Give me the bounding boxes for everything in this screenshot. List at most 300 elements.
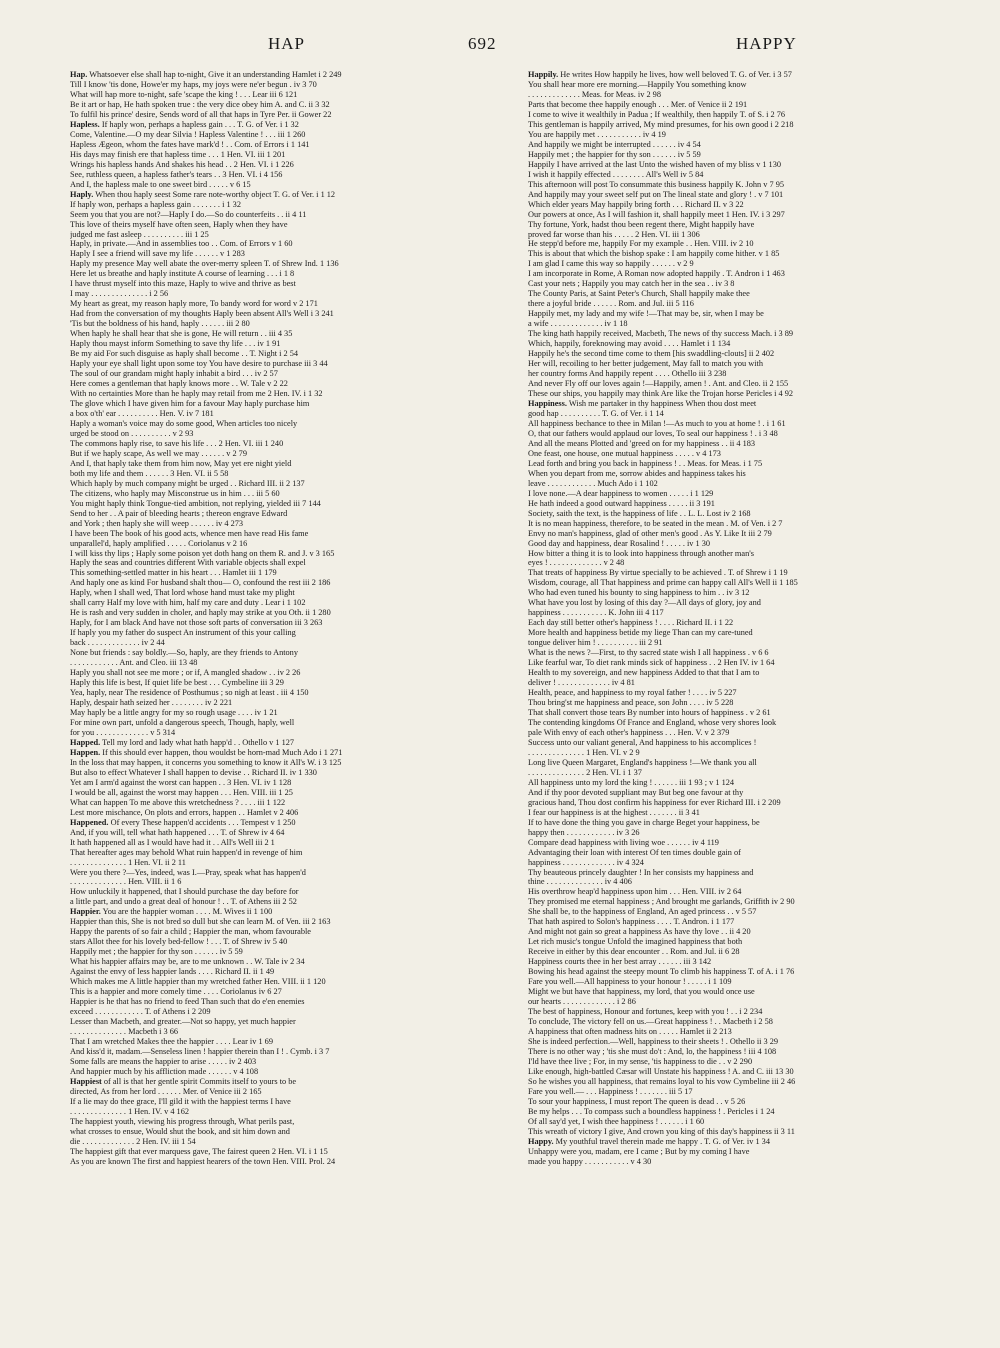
quotation-text: She is indeed perfection.—Well, happiness to their sheets ! . Othello ii 3 29 (528, 1036, 779, 1046)
concordance-line (70, 598, 502, 608)
concordance-line (528, 359, 960, 369)
concordance-line (528, 140, 960, 150)
concordance-line (528, 778, 960, 788)
quotation-text: I come to wive it wealthily in Padua ; If wealthily, then happily T. of S. i 2 76 (528, 109, 786, 119)
quotation-text: Wrings his hapless hands And shakes his head . . 2 Hen. VI. i 1 226 (70, 159, 294, 169)
concordance-line (70, 200, 502, 210)
quotation-text: happiness . . . . . . . . . . . K. John iii 4 117 (528, 608, 664, 618)
quotation-text: Wisdom, courage, all That happiness and prime can happy call All's Well ii 1 185 (528, 578, 798, 588)
headword: Happen. (70, 747, 101, 757)
quotation-text: . . . . . . . . . . . . . . 2 Hen. VI. i 1 37 (528, 767, 642, 777)
quotation-text: Happily met ; the happier for thy son . . . . . . iv 5 59 (70, 947, 243, 957)
quotation-text: I will kiss thy lips ; Haply some poison yet doth hang on them R. and J. v 3 165 (70, 548, 335, 558)
concordance-line (70, 549, 502, 559)
quotation-text: And if thy poor devoted suppliant may But beg one favour at thy (528, 787, 744, 797)
concordance-line (70, 808, 502, 818)
quotation-text: Health, peace, and happiness to my royal father ! . . . . iv 5 227 (528, 688, 737, 698)
concordance-line (70, 937, 502, 947)
quotation-text: If this should ever happen, thou wouldst be horn-mad Much Ado i 1 271 (100, 747, 343, 757)
quotation-text: Success unto our valiant general, And happiness to his accomplices ! (528, 737, 757, 747)
concordance-line (70, 469, 502, 479)
concordance-line (528, 329, 960, 339)
concordance-line (70, 329, 502, 339)
quotation-text: Long live Queen Margaret, England's happiness !—We thank you all (528, 757, 757, 767)
concordance-line (528, 220, 960, 230)
quotation-text: . . . . . . . . . . . . . . 1 Hen. VI. ii 2 11 (70, 857, 186, 867)
quotation-text: exceed . . . . . . . . . . . . T. of Athens i 2 209 (70, 1007, 211, 1017)
concordance-line (528, 349, 960, 359)
quotation-text: Compare dead happiness with living woe . . . . . . iv 4 119 (528, 837, 719, 847)
concordance-line (70, 558, 502, 568)
quotation-text: And I, the hapless male to one sweet bird . . . . . v 6 15 (70, 179, 251, 189)
concordance-line (528, 897, 960, 907)
concordance-line (70, 120, 502, 130)
quotation-text: See, ruthless queen, a hapless father's tears . . 3 Hen. VI. i 4 156 (70, 169, 283, 179)
quotation-text: You shall hear more ere morning.—Happily You something know (528, 79, 747, 89)
quotation-text: Haply your eye shall light upon some toy You have desire to purchase iii 3 44 (70, 359, 328, 369)
quotation-text: And I, that haply take them from him now, May yet ere night yield (70, 458, 292, 468)
quotation-text: That shall convert those tears By number into hours of happiness . v 2 61 (528, 708, 771, 717)
running-head-right: HAPPY (736, 34, 797, 53)
headword: Happened. (70, 817, 109, 827)
concordance-line (70, 1127, 502, 1137)
quotation-text: Might we but have that happiness, my lord, that you would once use (528, 987, 755, 997)
concordance-line (528, 1087, 960, 1097)
concordance-line (528, 200, 960, 210)
concordance-line (70, 239, 502, 249)
quotation-text: proved far worse than his . . . . . 2 Hen. VI. iii 1 306 (528, 229, 700, 239)
quotation-text: Here comes a gentleman that haply knows more . . W. Tale v 2 22 (70, 379, 288, 389)
quotation-text: To conclude, The victory fell on us.—Great happiness ! . . Macbeth i 2 58 (528, 1017, 773, 1027)
quotation-text: Haply, in private.—And in assemblies too . . Com. of Errors v 1 60 (70, 239, 293, 249)
concordance-line (70, 858, 502, 868)
quotation-text: Haply you shall not see me more ; or if, A mangled shadow . . iv 2 26 (70, 668, 301, 678)
quotation-text: Haply my presence May well abate the over-merry spleen T. of Shrew Ind. 1 136 (70, 259, 339, 269)
quotation-text: Happier is he that has no friend to feed Than such that do e'en enemies (70, 997, 305, 1007)
quotation-text: That I am wretched Makes thee the happier . . . . Lear iv 1 69 (70, 1036, 273, 1046)
concordance-line (70, 618, 502, 628)
concordance-line (70, 90, 502, 100)
quotation-text: a box o'th' ear . . . . . . . . . . Hen. V. iv 7 181 (70, 408, 214, 418)
quotation-text: . . . . . . . . . . . . . . Macbeth i 3 66 (70, 1027, 179, 1036)
quotation-text: His days may finish ere that hapless time . . . 1 Hen. VI. iii 1 201 (70, 149, 286, 159)
concordance-line (70, 419, 502, 429)
headword: Happily. (528, 70, 559, 79)
concordance-line (70, 499, 502, 509)
concordance-line (70, 927, 502, 937)
quotation-text: O, that our fathers would applaud our loves, To seal our happiness ! . i 3 48 (528, 428, 778, 438)
quotation-text: directed, As from her lord . . . . . . Mer. of Venice iii 2 165 (70, 1086, 262, 1096)
quotation-text: He hath indeed a good outward happiness . . . . . ii 3 191 (528, 498, 715, 508)
quotation-text: What have you lost by losing of this day ?—All days of glory, joy and (528, 598, 761, 608)
quotation-text: . . . . . . . . . . . . . . 1 Hen. VI. v 2 9 (528, 747, 640, 757)
quotation-text: . . . . . . . . . . . . . . Hen. VIII. ii 1 6 (70, 877, 182, 887)
concordance-line (528, 389, 960, 399)
concordance-line (70, 389, 502, 399)
quotation-text: When thou haply seest Some rare note-worthy object T. G. of Ver. i 1 12 (93, 189, 336, 199)
quotation-text: gracious hand, Thou dost confirm his happiness for ever Richard III. i 2 209 (528, 797, 781, 807)
concordance-line (70, 269, 502, 279)
concordance-line (528, 957, 960, 967)
concordance-line (528, 1107, 960, 1117)
concordance-line (528, 887, 960, 897)
concordance-line (528, 289, 960, 299)
quotation-text: And happier much by his affliction made . . . . . . v 4 108 (70, 1066, 259, 1076)
quotation-text: I'ld have thee live ; For, in my sense, 'tis happiness to die . . v 2 290 (528, 1056, 753, 1066)
concordance-line (70, 150, 502, 160)
concordance-line (70, 529, 502, 539)
quotation-text: Unhappy were you, madam, ere I came ; But by my coming I have (528, 1146, 750, 1156)
quotation-text: Haply a woman's voice may do some good, When articles too nicely (70, 418, 298, 428)
concordance-line (528, 848, 960, 858)
quotation-text: What is the news ?—First, to thy sacred state wish I all happiness . v 6 6 (528, 648, 769, 658)
concordance-line (70, 1147, 502, 1157)
concordance-line (70, 399, 502, 409)
concordance-line (70, 339, 502, 349)
quotation-text: unparallel'd, haply amplified . . . . . Coriolanus v 2 16 (70, 538, 248, 548)
quotation-text: This love of theirs myself have often seen, Haply when they have (70, 219, 288, 229)
concordance-line (528, 1077, 960, 1087)
quotation-text: To sour your happiness, I must report The queen is dead . . v 5 26 (528, 1096, 746, 1106)
quotation-text: Be my helps . . . To compass such a boundless happiness ! . Pericles i 1 24 (528, 1106, 775, 1116)
concordance-line (70, 279, 502, 289)
concordance-line (528, 1147, 960, 1157)
quotation-text: How unluckily it happened, that I should purchase the day before for (70, 887, 299, 897)
concordance-line (528, 90, 960, 100)
quotation-text: tongue deliver him ! . . . . . . . . . . iii 2 91 (528, 638, 663, 648)
quotation-text: I am glad I came this way so happily . . . . . . v 2 9 (528, 259, 694, 269)
headword: Happiest (70, 1076, 102, 1086)
concordance-line (70, 768, 502, 778)
right-column (528, 70, 960, 1340)
concordance-line (70, 1017, 502, 1027)
quotation-text: You might haply think Tongue-tied ambition, not replying, yielded iii 7 144 (70, 498, 321, 508)
quotation-text: leave . . . . . . . . . . . . Much Ado i 1 102 (528, 478, 658, 488)
concordance-line (70, 429, 502, 439)
quotation-text: What his happier affairs may be, are to me unknown . . W. Tale iv 2 34 (70, 957, 305, 967)
quotation-text: Haply, when I shall wed, That lord whose hand must take my plight (70, 588, 295, 598)
concordance-line (70, 658, 502, 668)
concordance-line (528, 539, 960, 549)
quotation-text: Fare you well.— . . . Happiness ! . . . . . . . iii 5 17 (528, 1086, 693, 1096)
concordance-line (70, 897, 502, 907)
concordance-line (70, 70, 502, 80)
quotation-text: Happily I have arrived at the last Unto the wished haven of my bliss v 1 130 (528, 159, 781, 169)
quotation-text: a wife . . . . . . . . . . . . . iv 1 18 (528, 319, 628, 329)
quotation-text: Happier than this, She is not bred so dull but she can learn M. of Ven. iii 2 163 (70, 917, 331, 927)
quotation-text: Bowing his head against the steepy mount To climb his happiness T. of A. i 1 76 (528, 967, 795, 977)
page-number: 692 (468, 34, 497, 53)
quotation-text: But if we haply scape, As well we may . . . . . . v 2 79 (70, 448, 247, 458)
concordance-line (528, 1137, 960, 1147)
concordance-line (70, 828, 502, 838)
quotation-text: happiness . . . . . . . . . . . . . iv 4 324 (528, 857, 644, 867)
quotation-text: When haply he shall hear that she is gone, He will return . . iii 4 35 (70, 329, 293, 339)
quotation-text: And, if you will, tell what hath happened . . . T. of Shrew iv 4 64 (70, 827, 285, 837)
headword: Hapless. (70, 119, 100, 129)
concordance-line (70, 190, 502, 200)
quotation-text: and York ; then haply she will weep . . . . . . iv 4 273 (70, 518, 244, 528)
concordance-line (70, 180, 502, 190)
quotation-text: You are happily met . . . . . . . . . . . iv 4 19 (528, 129, 666, 139)
concordance-line (70, 997, 502, 1007)
quotation-text: That treats of happiness By virtue specially to be achieved . T. of Shrew i 1 19 (528, 568, 788, 578)
concordance-line (528, 170, 960, 180)
quotation-text: Receive in either by this dear encounter . . Rom. and Jul. ii 6 28 (528, 947, 740, 957)
quotation-text: Against the envy of less happier lands . . . . Richard II. ii 1 49 (70, 967, 275, 977)
concordance-line (70, 509, 502, 519)
concordance-line (70, 230, 502, 240)
concordance-line (70, 688, 502, 698)
concordance-line (70, 1117, 502, 1127)
concordance-line (70, 917, 502, 927)
quotation-text: I would be all, against the worst may happen . . . Hen. VIII. iii 1 25 (70, 787, 293, 797)
quotation-text: When you depart from me, sorrow abides and happiness takes his (528, 468, 746, 478)
quotation-text: Till I know 'tis done, Howe'er my haps, my joys were ne'er begun . iv 3 70 (70, 79, 317, 89)
quotation-text: Of every These happen'd accidents . . . Tempest v 1 250 (108, 817, 296, 827)
concordance-line (70, 1057, 502, 1067)
quotation-text: Who had even tuned his bounty to sing happiness to him . . iv 3 12 (528, 588, 750, 598)
concordance-line (528, 110, 960, 120)
quotation-text: If a lie may do thee grace, I'll gild it with the happiest terms I have (70, 1096, 291, 1106)
quotation-text: Of all say'd yet, I wish thee happiness ! . . . . . . i 1 60 (528, 1116, 705, 1126)
concordance-line (70, 977, 502, 987)
concordance-line (70, 489, 502, 499)
concordance-line (70, 439, 502, 449)
concordance-line (528, 678, 960, 688)
quotation-text: These our ships, you happily may think Are like the Trojan horse Pericles i 4 92 (528, 389, 794, 398)
concordance-line (70, 568, 502, 578)
concordance-line (70, 249, 502, 259)
concordance-line (528, 788, 960, 798)
quotation-text: . . . . . . . . . . . . . . 1 Hen. IV. v 4 162 (70, 1106, 189, 1116)
quotation-text: But also to effect Whatever I shall happen to devise . . Richard II. iv 1 330 (70, 767, 317, 777)
concordance-line (528, 698, 960, 708)
concordance-line (528, 309, 960, 319)
concordance-line (70, 259, 502, 269)
quotation-text: Which haply by much company might be urged . . Richard III. ii 2 137 (70, 478, 305, 488)
headword: Happier. (70, 907, 101, 917)
concordance-line (528, 798, 960, 808)
quotation-text: Her will, recoiling to her better judgement, May fall to match you with (528, 359, 764, 369)
quotation-text: for you . . . . . . . . . . . . . v 5 314 (70, 727, 176, 737)
quotation-text: The County Paris, at Saint Peter's Church, Shall happily make thee (528, 289, 750, 299)
concordance-line (70, 1087, 502, 1097)
concordance-line (70, 479, 502, 489)
concordance-line (528, 339, 960, 349)
concordance-line (528, 668, 960, 678)
concordance-line (528, 230, 960, 240)
concordance-line (528, 728, 960, 738)
concordance-line (528, 1067, 960, 1077)
quotation-text: And all the means Plotted and 'greed on for my happiness . . ii 4 183 (528, 438, 756, 448)
quotation-text: Our powers at once, As I will fashion it, shall happily meet 1 Hen. IV. i 3 297 (528, 209, 785, 219)
quotation-text: And happily may your sweet self put on The lineal state and glory ! . v 7 101 (528, 189, 784, 199)
concordance-line (528, 868, 960, 878)
concordance-line (70, 359, 502, 369)
quotation-text: And kiss'd it, madam.—Senseless linen ! happier therein than I ! . Cymb. i 3 7 (70, 1046, 330, 1056)
concordance-line (528, 1037, 960, 1047)
headword: Happy. (528, 1136, 554, 1146)
quotation-text: All happiness unto my lord the king ! . . . . . . iii 1 93 ; v 1 124 (528, 777, 735, 787)
quotation-text: Some falls are means the happier to arise . . . . . iv 2 403 (70, 1056, 257, 1066)
concordance-line (70, 698, 502, 708)
concordance-line (528, 190, 960, 200)
quotation-text: Be my aid For such disguise as haply shall become . . T. Night i 2 54 (70, 349, 299, 359)
quotation-text: More health and happiness betide my liege Than can my care-tuned (528, 628, 753, 638)
concordance-line (528, 1057, 960, 1067)
headword: Hap. (70, 70, 88, 79)
concordance-line (70, 947, 502, 957)
headword: Happiness. (528, 398, 567, 408)
quotation-text: 'Tis but the boldness of his hand, haply . . . . . . iii 2 80 (70, 319, 250, 329)
concordance-line (70, 648, 502, 658)
quotation-text: I have been The book of his good acts, whence men have read His fame (70, 528, 309, 538)
concordance-line (528, 1017, 960, 1027)
concordance-line (528, 1007, 960, 1017)
concordance-line (70, 110, 502, 120)
quotation-text: And never Fly off our loves again !—Happily, amen ! . Ant. and Cleo. ii 2 155 (528, 379, 789, 389)
quotation-text: happy then . . . . . . . . . . . . iv 3 26 (528, 827, 640, 837)
concordance-line (528, 130, 960, 140)
quotation-text: So he wishes you all happiness, that remains loyal to his vow Cymbeline iii 2 46 (528, 1076, 796, 1086)
quotation-text: He stepp'd before me, happily For my example . . Hen. VIII. iv 2 10 (528, 239, 754, 249)
quotation-text: Like fearful war, To diet rank minds sick of happiness . . 2 Hen IV. iv 1 64 (528, 658, 775, 668)
concordance-line (528, 509, 960, 519)
quotation-text: The commons haply rise, to save his life . . . 2 Hen. VI. iii 1 240 (70, 438, 284, 448)
quotation-text: You are the happier woman . . . . M. Wives ii 1 100 (100, 907, 273, 917)
quotation-text: Haply thou mayst inform Something to save thy life . . . iv 1 91 (70, 339, 281, 349)
quotation-text: Which, happily, foreknowing may avoid . . . . Hamlet i 1 134 (528, 339, 731, 349)
concordance-line (528, 568, 960, 578)
concordance-line (528, 558, 960, 568)
quotation-text: Yea, haply, near The residence of Posthumus ; so nigh at least . iii 4 150 (70, 688, 309, 698)
quotation-text: A happiness that often madness hits on . . . . . Hamlet ii 2 213 (528, 1027, 732, 1036)
quotation-text: thine . . . . . . . . . . . . . . iv 4 406 (528, 877, 632, 887)
concordance-line (528, 239, 960, 249)
concordance-line (70, 708, 502, 718)
quotation-text: Happily he's the second time come to them [his swaddling-clouts] ii 2 402 (528, 349, 775, 359)
concordance-line (70, 539, 502, 549)
quotation-text: One feast, one house, one mutual happiness . . . . . v 4 173 (528, 448, 721, 458)
concordance-line (528, 279, 960, 289)
quotation-text: Thou bring'st me happiness and peace, son John . . . . iv 5 228 (528, 698, 734, 708)
quotation-text: She shall be, to the happiness of England, An aged princess . . v 5 57 (528, 907, 757, 917)
concordance-line (70, 588, 502, 598)
concordance-line (528, 808, 960, 818)
concordance-line (70, 160, 502, 170)
concordance-line (70, 1107, 502, 1117)
concordance-line (70, 887, 502, 897)
concordance-line (70, 349, 502, 359)
quotation-text: This gentleman is happily arrived, My mind presumes, for his own good i 2 218 (528, 119, 794, 129)
concordance-line (70, 868, 502, 878)
quotation-text: Advantaging their loan with interest Of ten times double gain of (528, 847, 741, 857)
concordance-line (528, 449, 960, 459)
concordance-line (528, 100, 960, 110)
concordance-line (70, 519, 502, 529)
quotation-text: I may . . . . . . . . . . . . . . i 2 56 (70, 289, 169, 299)
concordance-line (528, 439, 960, 449)
concordance-line (70, 877, 502, 887)
quotation-text: Which elder years May happily bring forth . . . Richard II. v 3 22 (528, 199, 744, 209)
quotation-text: Whatsoever else shall hap to-night, Give it an understanding Hamlet i 2 249 (87, 70, 342, 79)
concordance-line (70, 1027, 502, 1037)
concordance-line (70, 1157, 502, 1167)
concordance-line (70, 987, 502, 997)
concordance-line (528, 120, 960, 130)
concordance-line (70, 818, 502, 828)
concordance-line (528, 399, 960, 409)
quotation-text: The happiest youth, viewing his progress through, What perils past, (70, 1116, 295, 1126)
quotation-text: It is no mean happiness, therefore, to be seated in the mean . M. of Ven. i 2 7 (528, 518, 783, 528)
running-head-left: HAP (268, 34, 306, 53)
quotation-text: Health to my sovereign, and new happiness Added to that that I am to (528, 668, 760, 678)
quotation-text: Lest more mischance, On plots and errors, happen . . Hamlet v 2 406 (70, 807, 299, 817)
concordance-line (70, 798, 502, 808)
quotation-text: Seem you that you are not?—Haply I do.—So do counterfeits . . ii 4 11 (70, 209, 307, 219)
concordance-line (528, 369, 960, 379)
quotation-text: Be it art or hap, He hath spoken true : the very dice obey him A. and C. ii 3 32 (70, 99, 330, 109)
concordance-line (70, 848, 502, 858)
concordance-line (528, 549, 960, 559)
quotation-text: May haply be a little angry for my so rough usage . . . . iv 1 21 (70, 708, 278, 717)
concordance-line (70, 1007, 502, 1017)
concordance-line (528, 150, 960, 160)
concordance-line (528, 529, 960, 539)
concordance-line (528, 588, 960, 598)
quotation-text: The soul of our grandam might haply inhabit a bird . . . iv 2 57 (70, 369, 278, 379)
quotation-text: her country forms And happily repent . . . . Othello iii 3 238 (528, 369, 727, 379)
concordance-line (528, 70, 960, 80)
quotation-text: Yet am I arm'd against the worst can happen . . 3 Hen. VI. iv 1 128 (70, 777, 292, 787)
concordance-line (70, 758, 502, 768)
concordance-line (528, 937, 960, 947)
quotation-text: Like enough, high-battled Cæsar will Unstate his happiness ! A. and C. iii 13 30 (528, 1066, 794, 1076)
concordance-line (70, 1047, 502, 1057)
concordance-line (70, 409, 502, 419)
concordance-line (528, 319, 960, 329)
concordance-line (528, 1127, 960, 1137)
quotation-text: The citizens, who haply may Misconstrue us in him . . . iii 5 60 (70, 488, 280, 498)
quotation-text: what crosses to ensue, Would shut the book, and sit him down and (70, 1126, 290, 1136)
quotation-text: Fare you well.—All happiness to your honour ! . . . . . i 1 109 (528, 977, 732, 987)
concordance-line (70, 100, 502, 110)
quotation-text: I fear our happiness is at the highest . . . . . . . ii 3 41 (528, 807, 700, 817)
quotation-text: It hath happened all as I would have had it . . All's Well iii 2 1 (70, 837, 275, 847)
quotation-text: This wreath of victory I give, And crown you king of this day's happiness ii 3 11 (528, 1126, 795, 1136)
concordance-line (70, 967, 502, 977)
concordance-line (70, 728, 502, 738)
quotation-text: If haply you my father do suspect An instrument of this your calling (70, 628, 296, 638)
concordance-line (70, 628, 502, 638)
quotation-text: Happily met ; the happier for thy son . . . . . . iv 5 59 (528, 149, 701, 159)
concordance-line (528, 608, 960, 618)
quotation-text: This is a happier and more comely time . . . . Coriolanus iv 6 27 (70, 987, 282, 997)
quotation-text: His overthrow heap'd happiness upon him . . . Hen. VIII. iv 2 64 (528, 887, 742, 897)
concordance-line (528, 838, 960, 848)
concordance-line (528, 858, 960, 868)
quotation-text: For mine own part, unfold a dangerous speech, Though, haply, well (70, 717, 295, 727)
concordance-line (528, 379, 960, 389)
concordance-line (70, 319, 502, 329)
concordance-line (70, 748, 502, 758)
concordance-line (528, 877, 960, 887)
quotation-text: In the loss that may happen, it concerns you something to know it All's W. i 3 125 (70, 757, 342, 767)
quotation-text: made you happy . . . . . . . . . . . v 4 30 (528, 1156, 652, 1166)
quotation-text: My youthful travel therein made me happy . T. G. of Ver. iv 1 34 (553, 1136, 770, 1146)
concordance-line (528, 748, 960, 758)
